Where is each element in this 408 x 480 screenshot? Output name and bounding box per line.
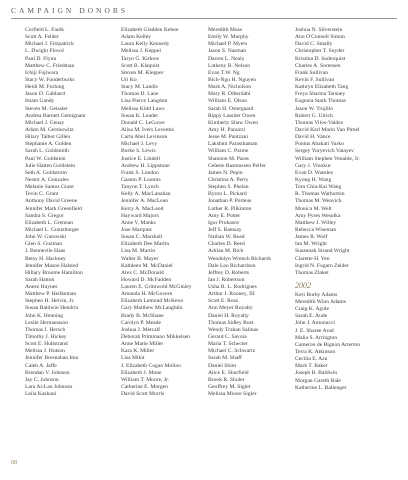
donor-name: Jason D. Gabbard <box>25 91 65 98</box>
donor-name: Ian J. Robertson <box>208 276 245 283</box>
donor-name: Wendolyn Wrench Richards <box>208 255 271 262</box>
donor-name: Alex C. McDonald <box>121 269 164 276</box>
donor-name: Daniel Shim <box>208 362 237 369</box>
donor-name: Walter B. Mayer <box>121 255 159 262</box>
donor-name: Thomas J. Hersch <box>25 326 66 333</box>
donor-name: David H. Vance <box>295 134 331 141</box>
donor-name: Craig K. Agule <box>295 306 330 313</box>
donor-name: James R. Wolf <box>295 234 328 241</box>
donor-name: Lisa Mikit <box>121 355 145 362</box>
donor-name: Cameron de Bignon Arterton <box>295 341 361 348</box>
donor-name: Carla Abel Levinson <box>121 134 168 141</box>
donor-name: Kathryn Elizabeth Tang <box>295 84 349 91</box>
donor-name: Alisa M. Ivers Leventis <box>121 126 174 133</box>
donor-name: Matthew J. Willey <box>295 219 337 226</box>
donor-name: Adam Kelley <box>121 34 151 41</box>
year-heading: 2002 <box>295 280 311 290</box>
donor-name: Frank S. London <box>121 169 159 176</box>
donor-name: Anthony David Greene <box>25 198 78 205</box>
donor-name: Joshua N. Silverstein <box>295 27 343 33</box>
donor-name: Sandra S. Gregor <box>25 212 64 219</box>
donor-name: Katherine L. Ballenger <box>295 384 347 391</box>
donor-name: Sarah L. Goldsmith <box>25 148 69 155</box>
donor-name: Ian M. Wright <box>295 241 327 248</box>
donor-name: Jeff S. Ramsay <box>208 226 242 233</box>
donor-name: Michael P. Myers <box>208 41 248 48</box>
donor-name: Sarah E. Aude <box>295 313 328 320</box>
donor-name: Scott A. Felder <box>25 34 59 41</box>
donor-name: Imam Gandy <box>25 98 55 105</box>
donor-name: Scott E. Hultstrand <box>25 341 68 348</box>
donor-name: Christopher T. Snyder <box>295 48 345 55</box>
donor-name: Shannon M. Paras <box>208 155 249 162</box>
donor-name: Aneez Haynes <box>25 284 58 291</box>
donor-name: Michael L. Guntzburger <box>25 226 80 233</box>
donor-name: Elizabeth Gladden Kehoe <box>121 27 179 33</box>
donor-name: Ann Meyer Royalty <box>208 305 253 312</box>
donor-name: Kyong H. Wang <box>295 176 332 183</box>
donor-name: Andrea Barnett Gemignani <box>25 112 86 119</box>
donor-name: Jennifer Mark Greenfield <box>25 205 82 212</box>
donor-name: Kimberly Shaw Owen <box>208 119 259 126</box>
donor-name: J. Elizabeth Cogan Molino <box>121 362 181 369</box>
donor-name: Susan C. Marshall <box>121 234 163 241</box>
donor-name: Nathan W. Read <box>208 234 245 241</box>
donor-name: Matthew P. Heilkeman <box>25 291 77 298</box>
donor-name: Paul D. Flynn <box>25 55 57 62</box>
donor-name: Brendan V. Johnson <box>25 369 70 376</box>
donor-name: Cecilia E. Azu <box>295 356 328 363</box>
donor-name: James N. Pepin <box>208 169 243 176</box>
donor-name: William T. Moore, Jr. <box>121 376 170 383</box>
donor-name: Jason W. Trujillo <box>295 105 334 112</box>
donor-name: Justice E. Lindell <box>121 155 160 162</box>
donor-name: Taryn G. Kirkow <box>121 55 160 62</box>
donor-name: Carolyn P. Meade <box>121 319 161 326</box>
donor-name: Matthew C. Friedman <box>25 62 75 69</box>
donor-name: Stephen S. Phelan <box>208 184 249 191</box>
donor-name: William E. Olson <box>208 98 248 105</box>
donor-name: Joseph B. Baldwin <box>295 370 338 377</box>
donor-name: Lauren E. Grimwold McGinley <box>121 284 192 291</box>
donor-name: Tevin C. Grant <box>25 191 59 198</box>
donor-name: Tanyon T. Lynch <box>121 184 159 191</box>
donor-name: Terra K. Atkinson <box>295 349 336 356</box>
donor-name: Lara Ai-Lan Johnson <box>25 384 73 391</box>
donor-name: Geoffrey M. Sigler <box>208 384 251 391</box>
donor-name: Amanda H. McGovern <box>121 291 173 298</box>
donor-name: Charles D. Reed <box>208 241 245 248</box>
donor-name: Frank Sullivan <box>295 69 329 76</box>
donor-name: Andrew H. Lippstone <box>121 162 170 169</box>
donor-name: Anne V. Manks <box>121 219 156 226</box>
donor-name: Elizabeth Lemond McKeon <box>121 298 184 305</box>
donor-name: Julie Hatten Goldstein <box>25 162 76 169</box>
donor-name: Thomas M. Weavich <box>295 198 342 205</box>
donor-name: Gary J. Vinokur <box>295 162 331 169</box>
donor-name: Robert G. Ulrich <box>295 112 333 119</box>
donor-name: Steven M. Klepper <box>121 69 164 76</box>
donor-name: Melissa Moore Sigler <box>208 391 257 398</box>
donor-name: Wendy Trahan Salinas <box>208 326 259 333</box>
donor-name: John W. Gutowski <box>25 234 67 241</box>
donor-name: Thomas D. Lane <box>121 91 159 98</box>
donor-name: Morgan Gareth Bale <box>295 377 341 384</box>
donor-name: Kerry A. MacLeod <box>121 205 164 212</box>
page-number: 68 <box>11 460 17 466</box>
donor-name: Sergey Yuryevich Vatayev <box>295 148 354 155</box>
donor-name: Igor Prokasov <box>208 219 240 226</box>
donor-name: J. Bennevile Haas <box>25 248 66 255</box>
donor-name: Byron L. Pickard <box>208 191 247 198</box>
donor-name: Celeste Rasmussen Peifer <box>208 162 266 169</box>
donor-name: Luther R. Pilkinton <box>208 205 252 212</box>
donor-name: Amy H. Panuzzi <box>208 126 246 133</box>
donor-name: Dale Leo Richardson <box>208 262 256 269</box>
donor-name: Michael J. Levy <box>121 141 158 148</box>
donor-name: Rippy Lassiter Owen <box>208 112 256 119</box>
donor-name: Catherine E. Morgen <box>121 384 168 391</box>
donor-name: Paul W. Goldstein <box>25 155 66 162</box>
donor-name: Timothy J. Hickey <box>25 334 67 341</box>
donor-name: David C. Smally <box>295 41 333 48</box>
donor-name: Stacy W. Funderburks <box>25 76 75 83</box>
donor-name: Michael C. Schwartz <box>208 348 256 355</box>
donor-name: Sarah M. Shaff <box>208 355 242 362</box>
donor-name: Uri Ko <box>121 76 137 83</box>
donor-name: Deborah Primmano Mikkelsen <box>121 334 190 341</box>
donor-name: Glen S. Guzman <box>25 241 63 248</box>
donor-name: R. Thomas Warburton <box>295 191 345 198</box>
donor-name: Jennifer Bresnahan Imo <box>25 355 79 362</box>
donor-name: Donald C. LeGowe <box>121 119 165 126</box>
donor-name: Daniel H. Royalty <box>208 312 249 319</box>
donor-name: Stacy M. Landis <box>121 84 158 91</box>
donor-name: Gary Matthew McLaughlin <box>121 305 183 312</box>
donor-column-2 <box>121 27 192 398</box>
donor-name: Usha R. L. Rodrigues <box>208 284 257 291</box>
donor-name: Leslie Hermansson <box>25 319 69 326</box>
donor-name: Scott B. Klaquist <box>121 62 160 69</box>
donor-name: Laura Kelly Kennedy <box>121 41 170 48</box>
donor-name: Caleb A. Jaffe <box>25 362 57 369</box>
donor-name: Lakshmi Parasthaman <box>208 141 258 148</box>
donor-name: Heidi M. Furlong <box>25 84 65 91</box>
donor-name: Jesse M. Pantzani <box>208 134 248 141</box>
donor-name: Seth A. Goldstrom <box>25 169 67 176</box>
donor-name: Meredith Winn Adams <box>295 299 346 306</box>
donor-column-1 <box>25 27 86 398</box>
donor-name: J. E. Sharee Arad <box>295 327 334 334</box>
donor-name: Michael J. Fitzpatrick <box>25 41 74 48</box>
donor-name: Kelly A. MacLanahan <box>121 191 171 198</box>
donor-name: Arthur J. Rooney, III <box>208 291 255 298</box>
donor-name: Malia S. Arrington <box>295 334 338 341</box>
donor-name: Evan T.W. Ng <box>208 69 240 76</box>
donor-name: Leila Kashani <box>25 391 57 398</box>
donor-name: Lisa M. Martin <box>121 248 156 255</box>
donor-name: Betsy H. Hackney <box>25 255 66 262</box>
donor-name: Amy E. Potter <box>208 212 241 219</box>
donor-name: Ingrid N. Fogarn Zeider <box>295 262 349 269</box>
donor-column-4 <box>295 27 360 392</box>
donor-name: Jennifer A. MacLean <box>121 198 169 205</box>
donor-column-3 <box>208 27 271 398</box>
donor-name: David Scott Morris <box>121 391 165 398</box>
donor-name: Nestor A. Gonzales <box>25 176 69 183</box>
donor-name: Elizabeth L. Grennan <box>25 219 73 226</box>
donor-name: Tom Chia-Kai Wang <box>295 184 342 191</box>
section-title: CAMPAIGN DONORS <box>11 6 129 15</box>
donor-name: Darren L. Nealy <box>208 55 245 62</box>
donor-name: Thomas Zlaket <box>295 269 329 276</box>
donor-name: Michael J. Genay <box>25 119 65 126</box>
donor-name: Jeffrey D. Roberts <box>208 269 250 276</box>
donor-name: Freya Sharma Tarsney <box>295 91 346 98</box>
donor-name: Kevin F. Sullivan <box>295 76 335 83</box>
donor-name: Lisa Pierce Langdon <box>121 98 168 105</box>
donor-name: Christina A. Perry <box>208 176 249 183</box>
donor-name: Eugenia Stark Thomas <box>295 98 346 105</box>
donor-name: Gerard C. Savoia <box>208 334 247 341</box>
donor-name: Susan K. Leader <box>121 112 159 119</box>
donor-name: Brady B. McShane <box>121 312 164 319</box>
donor-name: Pontus Abakari Varko <box>295 141 344 148</box>
donor-name: Maria T. Schecter <box>208 341 248 348</box>
donor-name: Susan Baldwin Hendrix <box>25 305 79 312</box>
donor-name: Jay C. Johnson <box>25 376 59 383</box>
donor-name: Stephanie A. Golden <box>25 141 72 148</box>
donor-name: Sarah Hatton <box>25 276 55 283</box>
donor-name: Anne Marie Miller <box>121 341 164 348</box>
donor-name: Melissa J. Hutson <box>25 348 65 355</box>
donor-name: Charles A. Sorensen <box>295 62 341 69</box>
donor-name: Emily W. Murphy <box>208 34 249 41</box>
donor-name: Kristina D. Soderquist <box>295 55 346 62</box>
donor-name: Thomas Vilos-Valdez <box>295 119 344 126</box>
donor-name: Adam M. Gershowitz <box>25 126 74 133</box>
donor-name: Meredith Moss <box>208 27 243 33</box>
donor-name: Mark A. Nicholson <box>208 84 252 91</box>
donor-name: Elizabeth J. Mone <box>121 369 162 376</box>
donor-name: Bich-Ngu H. Nguyen <box>208 76 257 83</box>
donor-name: Thomas Sidley Rust <box>208 319 254 326</box>
donor-name: Sarah H. Ostergaard <box>208 105 254 112</box>
donor-name: Howard D. McFadden <box>121 276 172 283</box>
header-rule <box>11 18 397 19</box>
donor-name: Kathleen M. McDaniel <box>121 262 173 269</box>
donor-name: Burke S. Lewis <box>121 148 156 155</box>
donor-name: Alice E. Shurfield <box>208 369 249 376</box>
donor-name: Hilary Talbot Gillen <box>25 134 71 141</box>
donor-name: Jonathan P. Porteus <box>208 198 252 205</box>
donor-name: Melanie Santos Grant <box>25 184 74 191</box>
donor-name: Latheny B. Nelson <box>208 62 251 69</box>
donor-name: Kara K. Miller <box>121 348 155 355</box>
donor-name: Stephen H. Helvin, Jr. <box>25 298 75 305</box>
donor-name: Rebecca Wiseman <box>295 226 337 233</box>
donor-name: Keri Burby Adams <box>295 291 338 298</box>
donor-name: Clarette H. Yen <box>295 255 330 262</box>
donor-name: Amy Pyres Wesolka <box>295 212 341 219</box>
donor-name: Corfield L. Faulk <box>25 27 64 33</box>
donor-name: Ann O'Connell Simon <box>295 34 345 41</box>
donor-name: William Stephen Venable, Jr. <box>295 155 360 162</box>
donor-name: Brook R. Shuler <box>208 376 245 383</box>
donor-name: Jennifer Mason Halsted <box>25 262 79 269</box>
donor-name: Evan D. Waesley <box>295 169 334 176</box>
donor-name: Jose Marquez <box>121 226 152 233</box>
donor-name: Mary R. Olberdahl <box>208 91 251 98</box>
donor-name: Monica M. Welt <box>295 205 332 212</box>
donor-name: Elizabeth Dee Martin <box>121 241 170 248</box>
donor-name: Melissa J. Keppel <box>121 48 161 55</box>
donor-name: William C. Parme <box>208 148 249 155</box>
donor-name: Hayward Majors <box>121 212 159 219</box>
donor-name: John J. Antonucci <box>295 320 335 327</box>
donor-name: Ichiji Fujiwara <box>25 69 59 76</box>
donor-name: Jason S. Nasman <box>208 48 247 55</box>
donor-name: John K. Henning <box>25 312 64 319</box>
donor-name: Joshua J. Metcalf <box>121 326 160 333</box>
donor-name: David Karl Marin Van Pimel <box>295 126 360 133</box>
donor-name: Mark T. Baker <box>295 363 328 370</box>
donor-name: Gaston P. Loomis <box>121 176 161 183</box>
donor-name: Adrian M. Rich <box>208 248 244 255</box>
donor-name: Susannah Strand Wright <box>295 248 350 255</box>
donor-name: Hillary Broome Hamilton <box>25 269 83 276</box>
donor-name: L. Dwight Flowd <box>25 48 64 55</box>
donor-name: Melissa Kidd Laws <box>121 105 165 112</box>
donor-name: Scott E. Ross <box>208 298 238 305</box>
donor-name: Steven M. Geissler <box>25 105 68 112</box>
